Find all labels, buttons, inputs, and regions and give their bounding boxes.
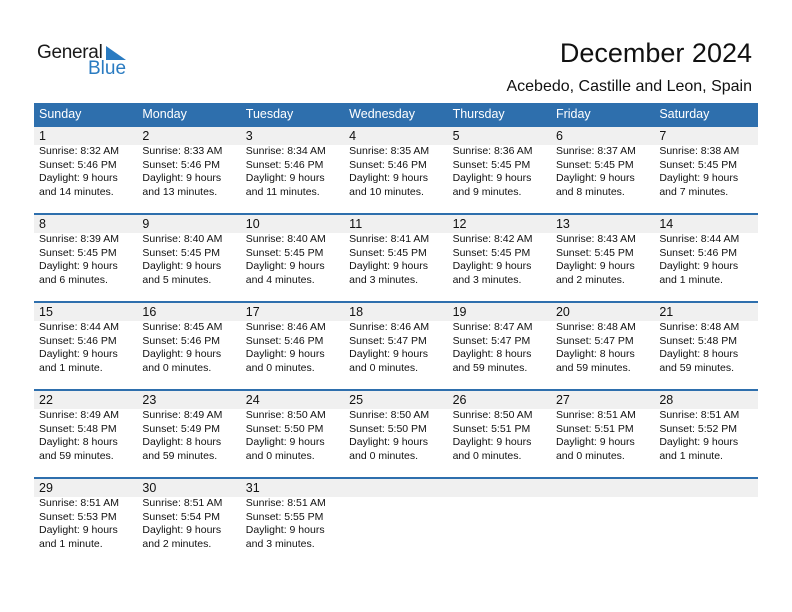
daylight-text: Daylight: 8 hours: [452, 348, 532, 361]
day-number: 25: [349, 393, 364, 407]
day-cell: [448, 321, 551, 375]
daylight-text: Daylight: 9 hours: [555, 436, 635, 449]
day-number: 28: [659, 393, 674, 407]
logo: [37, 42, 137, 82]
daylight-text: Daylight: 9 hours: [39, 172, 118, 185]
sunrise-text: Sunrise: 8:51 AM: [659, 409, 740, 421]
logo-text-blue: Blue: [88, 58, 127, 79]
daylight-text: Daylight: 9 hours: [555, 172, 635, 185]
daylight-text: Daylight: 9 hours: [142, 260, 222, 273]
daylight-text: Daylight: 9 hours: [245, 524, 325, 537]
day-cell: [551, 497, 654, 551]
daylight-text: Daylight: 9 hours: [555, 260, 635, 273]
day-cell: [654, 409, 757, 463]
day-cell: [241, 321, 344, 375]
day-cell: [34, 233, 137, 287]
daylight-text: and 6 minutes.: [39, 273, 108, 286]
day-number: 20: [555, 305, 570, 319]
sunset-text: Sunset: 5:46 PM: [142, 334, 221, 347]
sunrise-text: Sunrise: 8:37 AM: [555, 145, 636, 157]
sunrise-text: Sunrise: 8:51 AM: [245, 497, 326, 509]
sunset-text: Sunset: 5:48 PM: [659, 334, 737, 347]
day-cell: [241, 145, 344, 199]
sunrise-text: Sunrise: 8:50 AM: [452, 409, 533, 421]
location-subtitle: Acebedo, Castille and Leon, Spain: [506, 78, 752, 95]
sunset-text: Sunset: 5:49 PM: [142, 422, 221, 435]
daylight-text: Daylight: 9 hours: [659, 172, 739, 185]
day-number: 30: [142, 481, 157, 495]
day-cell: [654, 145, 757, 199]
day-number: 29: [39, 481, 53, 495]
week-row: [34, 125, 758, 213]
day-cell: [344, 233, 447, 287]
day-number: 10: [245, 217, 260, 231]
sunrise-text: Sunrise: 8:49 AM: [142, 409, 223, 421]
sunrise-text: Sunrise: 8:38 AM: [659, 145, 740, 157]
weekday-thursday: Thursday: [452, 107, 505, 121]
daylight-text: Daylight: 9 hours: [142, 348, 222, 361]
day-number: 14: [659, 217, 674, 231]
day-number: 9: [142, 217, 150, 231]
sunset-text: Sunset: 5:45 PM: [452, 246, 531, 259]
daylight-text: Daylight: 9 hours: [349, 348, 428, 361]
daylight-text: and 2 minutes.: [142, 537, 212, 550]
day-cell: [34, 409, 137, 463]
daylight-text: Daylight: 9 hours: [39, 348, 118, 361]
sunset-text: Sunset: 5:48 PM: [39, 422, 117, 435]
day-cell: [551, 145, 654, 199]
daylight-text: and 1 minute.: [39, 361, 103, 374]
sunset-text: Sunset: 5:46 PM: [245, 158, 324, 171]
daylight-text: and 3 minutes.: [349, 273, 419, 286]
day-cell: [137, 409, 240, 463]
sunrise-text: Sunrise: 8:40 AM: [142, 233, 223, 245]
day-cell: [137, 497, 240, 551]
sunset-text: Sunset: 5:45 PM: [659, 158, 737, 171]
daylight-text: and 0 minutes.: [349, 449, 419, 462]
sunset-text: Sunset: 5:45 PM: [452, 158, 531, 171]
sunset-text: Sunset: 5:53 PM: [39, 510, 117, 523]
day-number: 13: [555, 217, 570, 231]
daylight-text: and 0 minutes.: [349, 361, 419, 374]
day-number-row: [34, 127, 758, 145]
sunset-text: Sunset: 5:50 PM: [349, 422, 427, 435]
week-row: [34, 301, 758, 389]
daylight-text: Daylight: 9 hours: [349, 172, 428, 185]
day-cell: [34, 145, 137, 199]
weekday-saturday: Saturday: [659, 107, 710, 121]
daylight-text: Daylight: 9 hours: [39, 260, 118, 273]
sunset-text: Sunset: 5:45 PM: [555, 246, 634, 259]
daylight-text: and 14 minutes.: [39, 185, 114, 198]
day-info-row: [34, 145, 758, 199]
sunset-text: Sunset: 5:51 PM: [452, 422, 531, 435]
sunset-text: Sunset: 5:46 PM: [659, 246, 737, 259]
daylight-text: Daylight: 9 hours: [245, 260, 325, 273]
day-number: 3: [245, 129, 253, 143]
sunset-text: Sunset: 5:47 PM: [349, 334, 427, 347]
sunset-text: Sunset: 5:55 PM: [245, 510, 324, 523]
sunrise-text: Sunrise: 8:40 AM: [245, 233, 326, 245]
daylight-text: Daylight: 9 hours: [349, 436, 428, 449]
sunset-text: Sunset: 5:46 PM: [349, 158, 427, 171]
daylight-text: and 4 minutes.: [245, 273, 315, 286]
sunset-text: Sunset: 5:51 PM: [555, 422, 634, 435]
day-cell: [137, 145, 240, 199]
sunrise-text: Sunrise: 8:51 AM: [142, 497, 223, 509]
daylight-text: and 8 minutes.: [555, 185, 625, 198]
sunrise-text: Sunrise: 8:36 AM: [452, 145, 533, 157]
sunset-text: Sunset: 5:46 PM: [39, 334, 117, 347]
sunset-text: Sunset: 5:50 PM: [245, 422, 324, 435]
day-info-row: [34, 497, 758, 551]
day-number-row: [34, 391, 758, 409]
sunrise-text: Sunrise: 8:44 AM: [39, 321, 119, 333]
day-number: 19: [452, 305, 467, 319]
daylight-text: and 0 minutes.: [555, 449, 625, 462]
daylight-text: Daylight: 9 hours: [452, 172, 532, 185]
day-number: 27: [555, 393, 570, 407]
day-cell: [448, 497, 551, 551]
daylight-text: Daylight: 8 hours: [39, 436, 118, 449]
weekday-monday: Monday: [142, 107, 187, 121]
sunrise-text: Sunrise: 8:32 AM: [39, 145, 119, 157]
sunset-text: Sunset: 5:54 PM: [142, 510, 221, 523]
sunrise-text: Sunrise: 8:46 AM: [349, 321, 430, 333]
sunset-text: Sunset: 5:45 PM: [349, 246, 427, 259]
day-number: 1: [39, 129, 46, 143]
sunrise-text: Sunrise: 8:43 AM: [555, 233, 636, 245]
day-cell: [137, 233, 240, 287]
day-number: [551, 479, 654, 497]
day-number: 12: [452, 217, 467, 231]
sunrise-text: Sunrise: 8:48 AM: [555, 321, 636, 333]
weekday-friday: Friday: [555, 107, 591, 121]
calendar-grid: [34, 103, 758, 565]
weekday-header-row: [34, 103, 758, 125]
daylight-text: and 59 minutes.: [659, 361, 735, 374]
day-cell: [344, 497, 447, 551]
sunrise-text: Sunrise: 8:39 AM: [39, 233, 119, 245]
sunrise-text: Sunrise: 8:33 AM: [142, 145, 223, 157]
daylight-text: and 5 minutes.: [142, 273, 212, 286]
week-row: [34, 389, 758, 477]
sunset-text: Sunset: 5:47 PM: [452, 334, 531, 347]
day-number: [344, 479, 447, 497]
sunrise-text: Sunrise: 8:47 AM: [452, 321, 533, 333]
day-number: 7: [659, 129, 667, 143]
daylight-text: and 13 minutes.: [142, 185, 218, 198]
day-cell: [344, 145, 447, 199]
sunset-text: Sunset: 5:46 PM: [142, 158, 221, 171]
sunset-text: Sunset: 5:45 PM: [245, 246, 324, 259]
sunset-text: Sunset: 5:46 PM: [245, 334, 324, 347]
daylight-text: and 59 minutes.: [39, 449, 114, 462]
day-cell: [34, 321, 137, 375]
daylight-text: Daylight: 9 hours: [142, 172, 222, 185]
daylight-text: and 1 minute.: [659, 273, 723, 286]
day-number: 31: [245, 481, 260, 495]
day-number: 6: [555, 129, 563, 143]
day-cell: [34, 497, 137, 551]
sunrise-text: Sunrise: 8:41 AM: [349, 233, 430, 245]
day-cell: [551, 321, 654, 375]
day-number: 5: [452, 129, 460, 143]
day-number-row: [34, 215, 758, 233]
day-number: 2: [142, 129, 150, 143]
daylight-text: Daylight: 8 hours: [142, 436, 222, 449]
day-cell: [241, 497, 344, 551]
daylight-text: and 11 minutes.: [245, 185, 320, 198]
day-cell: [448, 145, 551, 199]
daylight-text: Daylight: 8 hours: [555, 348, 635, 361]
day-number: 26: [452, 393, 467, 407]
daylight-text: and 10 minutes.: [349, 185, 424, 198]
day-number: 11: [349, 217, 363, 231]
day-number: 23: [142, 393, 157, 407]
daylight-text: and 1 minute.: [39, 537, 103, 550]
day-number: 15: [39, 305, 53, 319]
sunset-text: Sunset: 5:47 PM: [555, 334, 634, 347]
sunrise-text: Sunrise: 8:51 AM: [555, 409, 636, 421]
day-number: 16: [142, 305, 157, 319]
day-number: 8: [39, 217, 46, 231]
sunset-text: Sunset: 5:45 PM: [555, 158, 634, 171]
sunrise-text: Sunrise: 8:35 AM: [349, 145, 430, 157]
day-number: 24: [245, 393, 260, 407]
day-number-row: [34, 303, 758, 321]
sunrise-text: Sunrise: 8:48 AM: [659, 321, 740, 333]
sunrise-text: Sunrise: 8:46 AM: [245, 321, 326, 333]
daylight-text: and 59 minutes.: [555, 361, 631, 374]
day-cell: [344, 321, 447, 375]
daylight-text: Daylight: 8 hours: [659, 348, 739, 361]
day-info-row: [34, 409, 758, 463]
week-row: [34, 213, 758, 301]
daylight-text: and 59 minutes.: [142, 449, 218, 462]
week-row: [34, 477, 758, 565]
weekday-tuesday: Tuesday: [245, 107, 294, 121]
day-number: [654, 479, 757, 497]
day-cell: [551, 233, 654, 287]
logo-text-general: General: [37, 42, 103, 63]
sunrise-text: Sunrise: 8:50 AM: [349, 409, 430, 421]
daylight-text: Daylight: 9 hours: [142, 524, 222, 537]
daylight-text: Daylight: 9 hours: [349, 260, 428, 273]
day-cell: [448, 409, 551, 463]
daylight-text: and 9 minutes.: [452, 185, 522, 198]
day-cell: [241, 409, 344, 463]
sunrise-text: Sunrise: 8:51 AM: [39, 497, 119, 509]
sunrise-text: Sunrise: 8:50 AM: [245, 409, 326, 421]
daylight-text: and 2 minutes.: [555, 273, 625, 286]
daylight-text: and 0 minutes.: [245, 449, 315, 462]
daylight-text: and 59 minutes.: [452, 361, 528, 374]
day-number: 18: [349, 305, 364, 319]
sunrise-text: Sunrise: 8:45 AM: [142, 321, 223, 333]
day-cell: [137, 321, 240, 375]
day-cell: [448, 233, 551, 287]
sunset-text: Sunset: 5:46 PM: [39, 158, 117, 171]
daylight-text: Daylight: 9 hours: [659, 260, 739, 273]
weekday-sunday: Sunday: [39, 107, 82, 121]
daylight-text: Daylight: 9 hours: [452, 436, 532, 449]
weekday-wednesday: Wednesday: [349, 107, 415, 121]
day-number: [448, 479, 551, 497]
daylight-text: and 0 minutes.: [452, 449, 522, 462]
day-cell: [344, 409, 447, 463]
day-number: 4: [349, 129, 357, 143]
sunrise-text: Sunrise: 8:42 AM: [452, 233, 533, 245]
daylight-text: Daylight: 9 hours: [39, 524, 118, 537]
day-info-row: [34, 321, 758, 375]
sunrise-text: Sunrise: 8:34 AM: [245, 145, 326, 157]
daylight-text: Daylight: 9 hours: [245, 348, 325, 361]
day-cell: [654, 321, 757, 375]
sunrise-text: Sunrise: 8:44 AM: [659, 233, 740, 245]
day-number-row: [34, 479, 758, 497]
day-cell: [654, 497, 757, 551]
daylight-text: and 7 minutes.: [659, 185, 729, 198]
daylight-text: Daylight: 9 hours: [659, 436, 739, 449]
daylight-text: and 3 minutes.: [245, 537, 315, 550]
sunrise-text: Sunrise: 8:49 AM: [39, 409, 119, 421]
daylight-text: and 0 minutes.: [245, 361, 315, 374]
day-info-row: [34, 233, 758, 287]
day-number: 21: [659, 305, 674, 319]
sunset-text: Sunset: 5:45 PM: [39, 246, 117, 259]
day-number: 17: [245, 305, 260, 319]
daylight-text: Daylight: 9 hours: [452, 260, 532, 273]
daylight-text: and 0 minutes.: [142, 361, 212, 374]
daylight-text: Daylight: 9 hours: [245, 172, 325, 185]
page-title: December 2024: [559, 38, 752, 68]
daylight-text: and 3 minutes.: [452, 273, 522, 286]
day-cell: [654, 233, 757, 287]
daylight-text: and 1 minute.: [659, 449, 723, 462]
day-cell: [551, 409, 654, 463]
daylight-text: Daylight: 9 hours: [245, 436, 325, 449]
day-cell: [241, 233, 344, 287]
sunset-text: Sunset: 5:52 PM: [659, 422, 737, 435]
sunset-text: Sunset: 5:45 PM: [142, 246, 221, 259]
day-number: 22: [39, 393, 53, 407]
